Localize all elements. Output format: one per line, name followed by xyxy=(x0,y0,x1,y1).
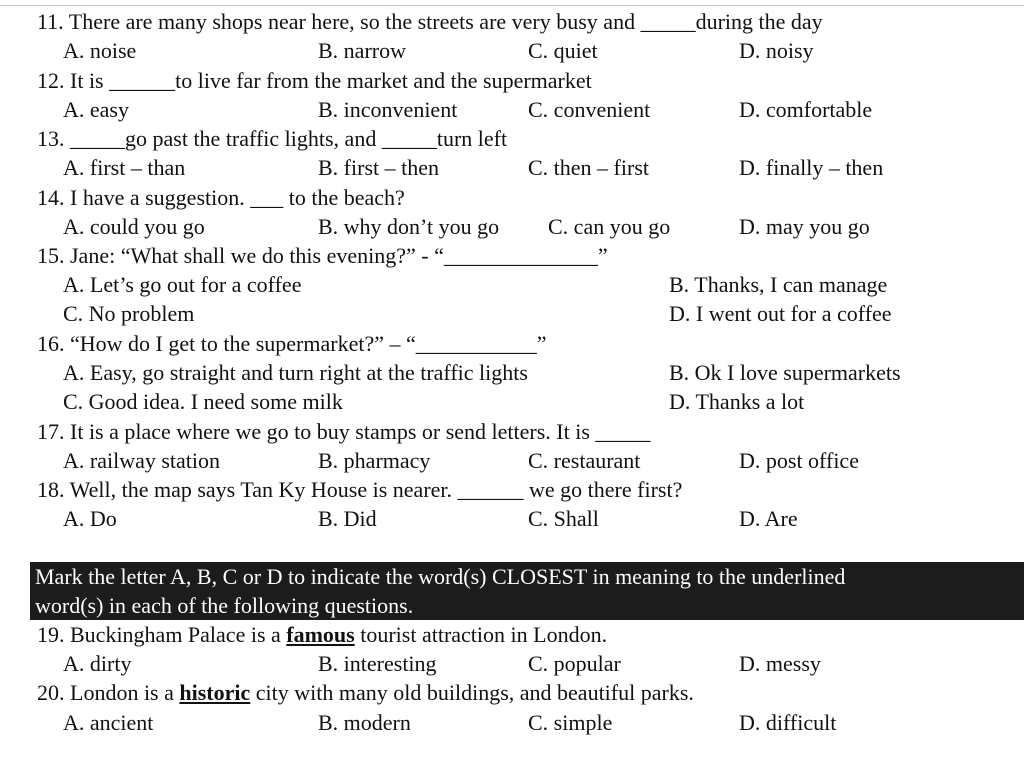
question-number: 13. xyxy=(37,126,65,151)
answer-blank[interactable]: ___ xyxy=(250,185,284,210)
answer-blank[interactable]: ___________ xyxy=(415,331,537,356)
answer-blank[interactable]: _____ xyxy=(381,126,437,151)
answer-blank[interactable]: _____ xyxy=(595,419,651,444)
option-b[interactable]: B. Did xyxy=(318,506,377,531)
option-b[interactable]: B. interesting xyxy=(318,651,437,676)
option-a[interactable]: A. easy xyxy=(63,97,129,122)
question-text: It is xyxy=(70,68,110,93)
option-d[interactable]: D. noisy xyxy=(739,38,814,63)
question-text: go past the traffic lights, and xyxy=(125,126,382,151)
question-text: city with many old buildings, and beautiful parks. xyxy=(250,680,694,705)
option-d[interactable]: D. Are xyxy=(739,506,798,531)
question-15 xyxy=(37,243,608,269)
option-b[interactable]: B. why don’t you go xyxy=(318,214,500,239)
answer-blank[interactable]: ______ xyxy=(457,477,524,502)
question-text: to the beach? xyxy=(283,185,405,210)
question-text: It is a place where we go to buy stamps or send letters. It is xyxy=(70,419,596,444)
option-a[interactable]: A. could you go xyxy=(63,214,205,239)
question-20 xyxy=(37,680,694,706)
instruction-line-2: word(s) in each of the following questions. xyxy=(35,593,414,618)
option-a[interactable]: A. railway station xyxy=(63,448,221,473)
question-number: 18. xyxy=(37,477,65,502)
option-a[interactable]: A. dirty xyxy=(63,651,132,676)
question-number: 17. xyxy=(37,419,65,444)
option-b[interactable]: B. Thanks, I can manage xyxy=(669,272,888,297)
option-c[interactable]: C. Shall xyxy=(528,506,599,531)
question-17 xyxy=(37,419,650,445)
question-number: 19. xyxy=(37,622,65,647)
option-c[interactable]: C. can you go xyxy=(548,214,671,239)
question-number: 16. xyxy=(37,331,65,356)
option-b[interactable]: B. Ok I love supermarkets xyxy=(669,360,901,385)
option-a[interactable]: A. ancient xyxy=(63,710,154,735)
option-c[interactable]: C. restaurant xyxy=(528,448,641,473)
underlined-keyword: famous xyxy=(286,622,355,647)
question-number: 15. xyxy=(37,243,65,268)
option-c[interactable]: C. Good idea. I need some milk xyxy=(63,389,343,414)
question-text: Jane: “What shall we do this evening?” - “ xyxy=(70,243,444,268)
question-16 xyxy=(37,331,547,357)
answer-blank[interactable]: _____ xyxy=(70,126,125,151)
question-text: turn left xyxy=(436,126,508,151)
option-d[interactable]: D. may you go xyxy=(739,214,870,239)
question-19 xyxy=(37,622,607,648)
option-a[interactable]: A. Do xyxy=(63,506,117,531)
question-number: 11. xyxy=(37,9,64,34)
question-18 xyxy=(37,477,682,503)
option-d[interactable]: D. messy xyxy=(739,651,821,676)
question-11 xyxy=(37,9,823,35)
question-text: There are many shops near here, so the streets are very busy and xyxy=(68,9,641,34)
option-c[interactable]: C. No problem xyxy=(63,301,195,326)
option-b[interactable]: B. first – then xyxy=(318,155,439,180)
answer-blank[interactable]: ______________ xyxy=(443,243,598,268)
option-d[interactable]: D. post office xyxy=(739,448,859,473)
question-text: during the day xyxy=(695,9,823,34)
question-text: ” xyxy=(536,331,547,356)
question-text: I have a suggestion. xyxy=(70,185,251,210)
option-c[interactable]: C. popular xyxy=(528,651,621,676)
question-text: London is a xyxy=(70,680,180,705)
question-12 xyxy=(37,68,592,94)
question-text: tourist attraction in London. xyxy=(354,622,608,647)
top-divider xyxy=(0,5,1024,6)
option-d[interactable]: D. comfortable xyxy=(739,97,873,122)
question-text: Buckingham Palace is a xyxy=(70,622,287,647)
question-14 xyxy=(37,185,405,211)
question-number: 12. xyxy=(37,68,65,93)
underlined-keyword: historic xyxy=(179,680,251,705)
option-a[interactable]: A. first – than xyxy=(63,155,186,180)
question-number: 20. xyxy=(37,680,65,705)
option-b[interactable]: B. narrow xyxy=(318,38,406,63)
option-b[interactable]: B. pharmacy xyxy=(318,448,431,473)
question-text: we go there first? xyxy=(523,477,683,502)
option-a[interactable]: A. Let’s go out for a coffee xyxy=(63,272,302,297)
option-c[interactable]: C. then – first xyxy=(528,155,649,180)
option-c[interactable]: C. quiet xyxy=(528,38,598,63)
option-b[interactable]: B. inconvenient xyxy=(318,97,458,122)
question-13 xyxy=(37,126,507,152)
answer-blank[interactable]: ______ xyxy=(109,68,176,93)
option-d[interactable]: D. finally – then xyxy=(739,155,884,180)
question-text: to live far from the market and the supermarket xyxy=(175,68,592,93)
option-d[interactable]: D. I went out for a coffee xyxy=(669,301,892,326)
option-c[interactable]: C. convenient xyxy=(528,97,651,122)
option-c[interactable]: C. simple xyxy=(528,710,613,735)
instruction-line-1: Mark the letter A, B, C or D to indicate the word(s) CLOSEST in meaning to the underlined xyxy=(35,564,846,589)
question-text: Well, the map says Tan Ky House is nearer. xyxy=(69,477,458,502)
option-a[interactable]: A. Easy, go straight and turn right at the traffic lights xyxy=(63,360,528,385)
option-b[interactable]: B. modern xyxy=(318,710,411,735)
option-d[interactable]: D. Thanks a lot xyxy=(669,389,805,414)
option-d[interactable]: D. difficult xyxy=(739,710,837,735)
question-text: “How do I get to the supermarket?” – “ xyxy=(70,331,416,356)
question-number: 14. xyxy=(37,185,65,210)
question-text: ” xyxy=(597,243,608,268)
answer-blank[interactable]: _____ xyxy=(640,9,696,34)
option-a[interactable]: A. noise xyxy=(63,38,137,63)
